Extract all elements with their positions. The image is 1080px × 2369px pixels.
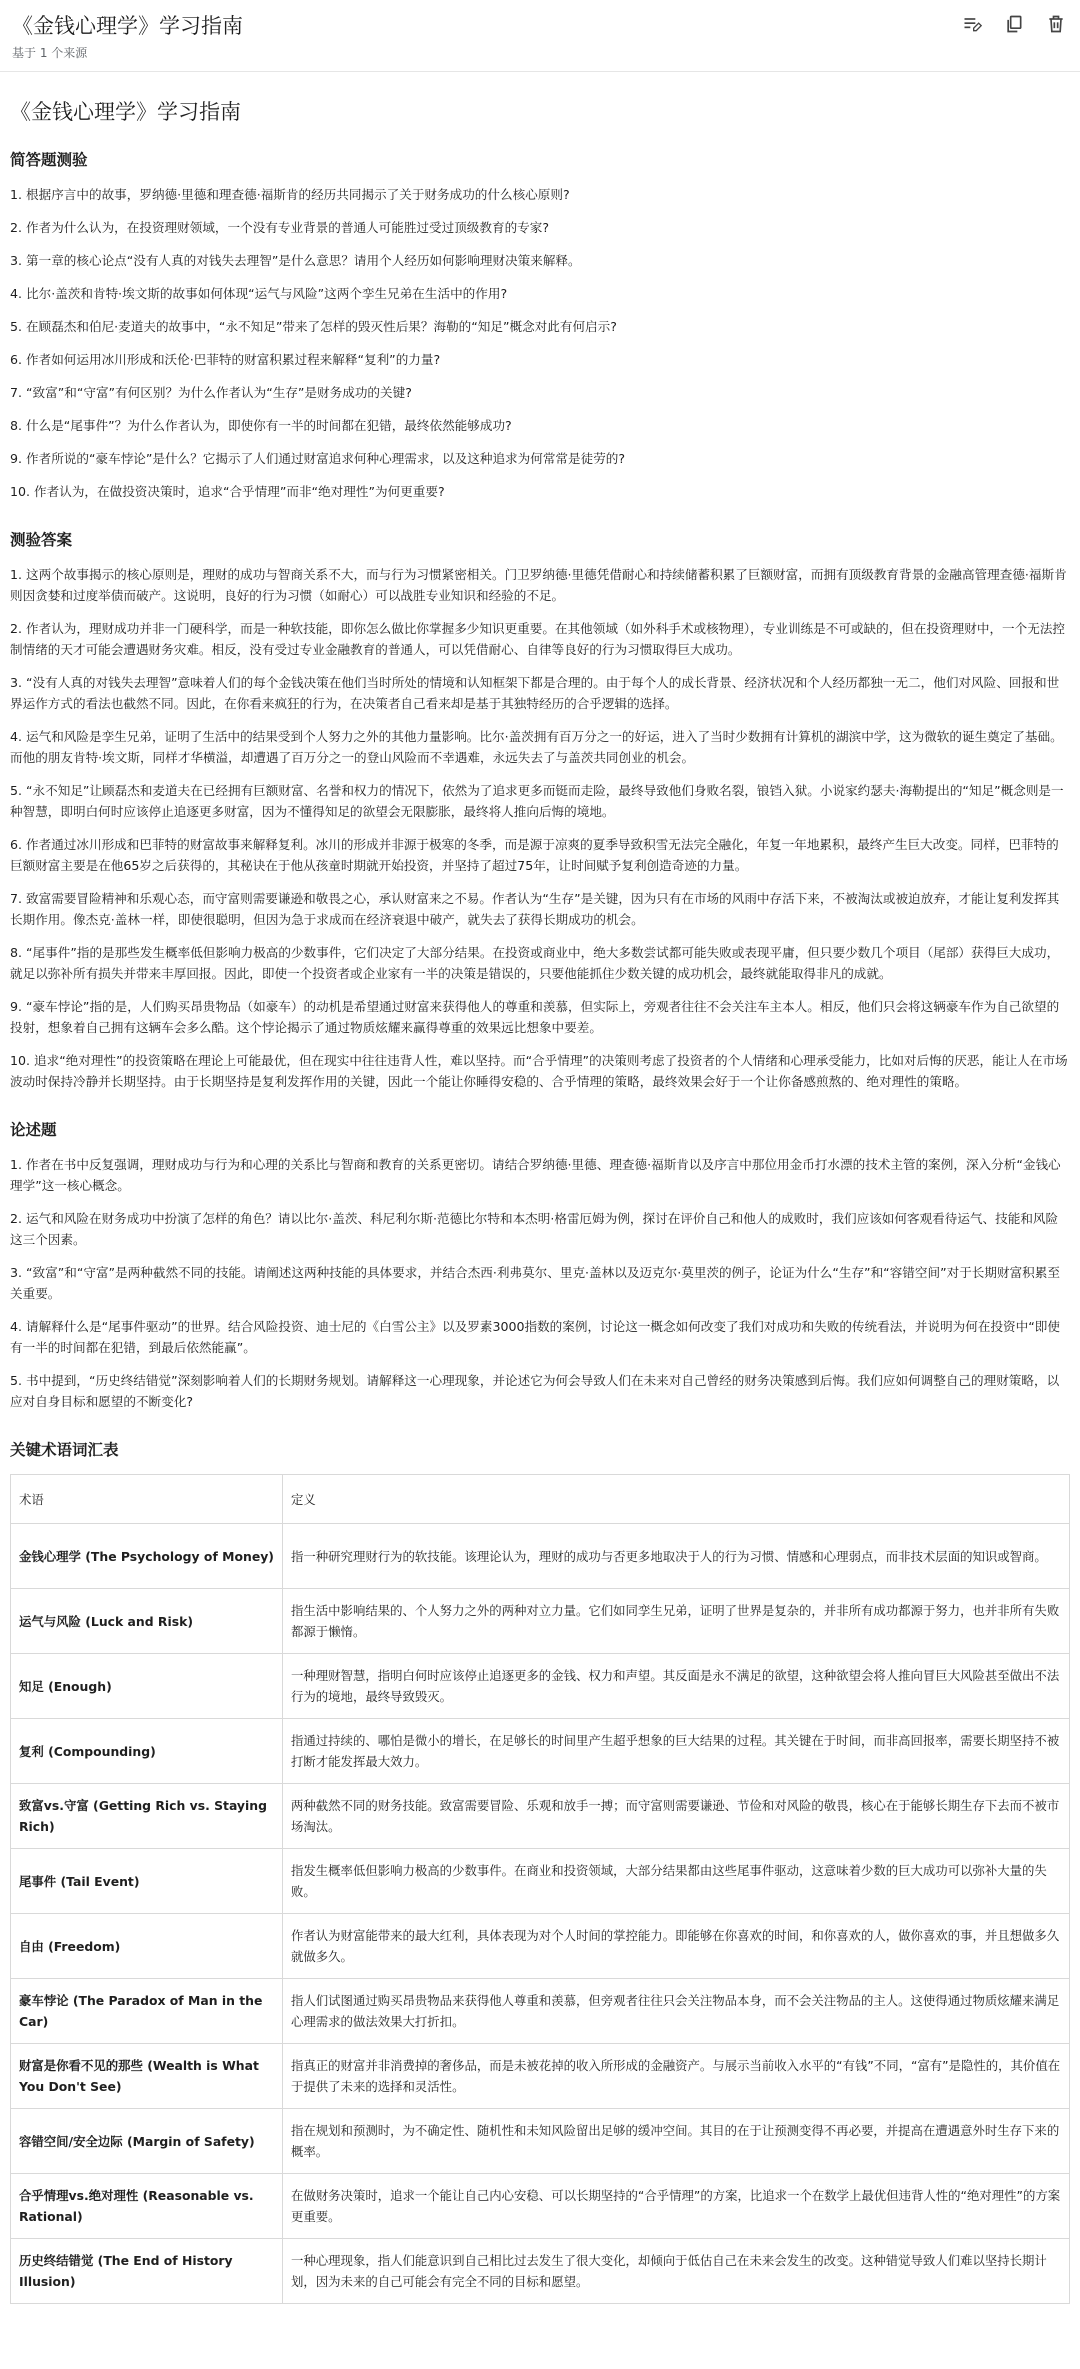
answer-item: 10. 追求“绝对理性”的投资策略在理论上可能最优，但在现实中往往违背人性，难以坚持。而“合乎情理”的决策则考虑了投资者的个人情绪和心理承受能力，比如对后悔的厌恶，能让人在市场波动时保持冷静并长期坚持。由于长期坚持是复利发挥作用的关键，因此一个能让你睡得安稳的、合乎情理的策略，最终效果会好于一个让你备感煎熬的、绝对理性的策略。 (10, 1053, 1068, 1089)
header-subtitle: 基于 1 个来源 (12, 46, 88, 60)
quiz-list (10, 184, 1070, 502)
quiz-heading: 简答题测验 (10, 151, 88, 169)
definition-cell: 指人们试图通过购买昂贵物品来获得他人尊重和羡慕，但旁观者往往只会关注物品本身，而不会关注物品的主人。这使得通过物质炫耀来满足心理需求的做法效果大打折扣。 (283, 1979, 1070, 2044)
answer-item: 2. 作者认为，理财成功并非一门硬科学，而是一种软技能，即你怎么做比你掌握多少知识更重要。在其他领域（如外科手术或核物理），专业训练是不可或缺的，但在投资理财中，一个无法控制情绪的天才可能会遭遇财务灾难。相反，没有受过专业金融教育的普通人，可以凭借耐心、自律等良好的行为习惯取得巨大成功。 (10, 621, 1066, 657)
table-row (11, 1849, 1070, 1914)
definition-cell: 在做财务决策时，追求一个能让自己内心安稳、可以长期坚持的“合乎情理”的方案，比追求一个在数学上最优但违背人性的“绝对理性”的方案更重要。 (283, 2174, 1070, 2239)
essays-list (10, 1154, 1070, 1412)
delete-icon[interactable] (1044, 12, 1068, 36)
table-row (11, 1784, 1070, 1849)
term-cell: 合乎情理vs.绝对理性 (Reasonable vs. Rational) (11, 2174, 283, 2239)
term-cell: 复利 (Compounding) (11, 1719, 283, 1784)
quiz-item: 2. 作者为什么认为，在投资理财领域，一个没有专业背景的普通人可能胜过受过顶级教育的专家? (10, 220, 550, 235)
header-title: 《金钱心理学》学习指南 (12, 14, 243, 38)
answers-list (10, 564, 1070, 1092)
term-cell: 金钱心理学 (The Psychology of Money) (11, 1524, 283, 1589)
column-header-definition: 定义 (283, 1475, 1070, 1524)
definition-cell: 一种理财智慧，指明白何时应该停止追逐更多的金钱、权力和声望。其反面是永不满足的欲望，这种欲望会将人推向冒巨大风险甚至做出不法行为的境地，最终导致毁灭。 (283, 1654, 1070, 1719)
term-cell: 豪车悖论 (The Paradox of Man in the Car) (11, 1979, 283, 2044)
answer-item: 1. 这两个故事揭示的核心原则是，理财的成功与智商关系不大，而与行为习惯紧密相关。门卫罗纳德·里德凭借耐心和持续储蓄积累了巨额财富，而拥有顶级教育背景的金融高管理查德·福斯肯则因贪婪和过度举债而破产。这说明，良好的行为习惯（如耐心）可以战胜专业知识和经验的不足。 (10, 567, 1067, 603)
definition-cell: 指一种研究理财行为的软技能。该理论认为，理财的成功与否更多地取决于人的行为习惯、情感和心理弱点，而非技术层面的知识或智商。 (283, 1524, 1070, 1589)
term-cell: 致富vs.守富 (Getting Rich vs. Staying Rich) (11, 1784, 283, 1849)
table-row (11, 1524, 1070, 1589)
term-cell: 尾事件 (Tail Event) (11, 1849, 283, 1914)
definition-cell: 指真正的财富并非消费掉的奢侈品，而是未被花掉的收入所形成的金融资产。与展示当前收入水平的“有钱”不同，“富有”是隐性的，其价值在于提供了未来的选择和灵活性。 (283, 2044, 1070, 2109)
header-actions (960, 12, 1068, 36)
table-row (11, 2044, 1070, 2109)
essay-item: 4. 请解释什么是“尾事件驱动”的世界。结合风险投资、迪士尼的《白雪公主》以及罗素3000指数的案例，讨论这一概念如何改变了我们对成功和失败的传统看法，并说明为何在投资中“即使有一半的时间都在犯错，到最后依然能赢”。 (10, 1319, 1060, 1355)
answer-item: 5. “永不知足”让顾磊杰和麦道夫在已经拥有巨额财富、名誉和权力的情况下，依然为了追求更多而铤而走险，最终导致他们身败名裂，锒铛入狱。小说家约瑟夫·海勒提出的“知足”概念则是一种智慧，即明白何时应该停止追逐更多财富，因为不懂得知足的欲望会无限膨胀，最终将人推向后悔的境地。 (10, 783, 1064, 819)
quiz-item: 5. 在顾磊杰和伯尼·麦道夫的故事中，“永不知足”带来了怎样的毁灭性后果？海勒的“知足”概念对此有何启示? (10, 319, 617, 334)
definition-cell: 两种截然不同的财务技能。致富需要冒险、乐观和放手一搏；而守富则需要谦逊、节俭和对风险的敬畏，核心在于能够长期生存下去而不被市场淘汰。 (283, 1784, 1070, 1849)
quiz-item: 1. 根据序言中的故事，罗纳德·里德和理查德·福斯肯的经历共同揭示了关于财务成功的什么核心原则? (10, 187, 570, 202)
column-header-term: 术语 (11, 1475, 283, 1524)
table-row (11, 2239, 1070, 2304)
definition-cell: 作者认为财富能带来的最大红利，具体表现为对个人时间的掌控能力。即能够在你喜欢的时间，和你喜欢的人，做你喜欢的事，并且想做多久就做多久。 (283, 1914, 1070, 1979)
definition-cell: 指生活中影响结果的、个人努力之外的两种对立力量。它们如同孪生兄弟，证明了世界是复杂的，并非所有成功都源于努力，也并非所有失败都源于懒惰。 (283, 1589, 1070, 1654)
term-cell: 运气与风险 (Luck and Risk) (11, 1589, 283, 1654)
definition-cell: 指在规划和预测时，为不确定性、随机性和未知风险留出足够的缓冲空间。其目的在于让预测变得不再必要，并提高在遭遇意外时生存下来的概率。 (283, 2109, 1070, 2174)
table-row (11, 1719, 1070, 1784)
essay-item: 3. “致富”和“守富”是两种截然不同的技能。请阐述这两种技能的具体要求，并结合杰西·利弗莫尔、里克·盖林以及迈克尔·莫里茨的例子，论证为什么“生存”和“容错空间”对于长期财富积累至关重要。 (10, 1265, 1060, 1301)
answers-heading: 测验答案 (10, 531, 73, 549)
edit-note-icon[interactable] (960, 12, 984, 36)
document-title: 《金钱心理学》学习指南 (10, 100, 241, 124)
term-cell: 自由 (Freedom) (11, 1914, 283, 1979)
definition-cell: 指通过持续的、哪怕是微小的增长，在足够长的时间里产生超乎想象的巨大结果的过程。其关键在于时间，而非高回报率，需要长期坚持不被打断才能发挥最大效力。 (283, 1719, 1070, 1784)
answer-item: 4. 运气和风险是孪生兄弟，证明了生活中的结果受到个人努力之外的其他力量影响。比尔·盖茨拥有百万分之一的好运，进入了当时少数拥有计算机的湖滨中学，这为微软的诞生奠定了基础。而他的朋友肯特·埃文斯，同样才华横溢，却遭遇了百万分之一的登山风险而不幸遇难，永远失去了与盖茨共同创业的机会。 (10, 729, 1063, 765)
term-cell: 容错空间/安全边际 (Margin of Safety) (11, 2109, 283, 2174)
answer-item: 3. “没有人真的对钱失去理智”意味着人们的每个金钱决策在他们当时所处的情境和认知框架下都是合理的。由于每个人的成长背景、经济状况和个人经历都独一无二，他们对风险、回报和世界运作方式的看法也截然不同。因此，在你看来疯狂的行为，在决策者自己看来却是基于其独特经历的合乎逻辑的选择。 (10, 675, 1060, 711)
essay-item: 2. 运气和风险在财务成功中扮演了怎样的角色？请以比尔·盖茨、科尼利尔斯·范德比尔特和本杰明·格雷厄姆为例，探讨在评价自己和他人的成败时，我们应该如何客观看待运气、技能和风险这三个因素。 (10, 1211, 1059, 1247)
glossary-heading: 关键术语词汇表 (10, 1441, 119, 1459)
table-row (11, 1979, 1070, 2044)
quiz-item: 10. 作者认为，在做投资决策时，追求“合乎情理”而非“绝对理性”为何更重要? (10, 484, 445, 499)
term-cell: 知足 (Enough) (11, 1654, 283, 1719)
answer-item: 7. 致富需要冒险精神和乐观心态，而守富则需要谦逊和敬畏之心，承认财富来之不易。作者认为“生存”是关键，因为只有在市场的风雨中存活下来，不被淘汰或被迫放弃，才能让复利发挥其长期作用。像杰克·盖林一样，即使很聪明，但因为急于求成而在经济衰退中破产，就失去了获得长期成功的机会。 (10, 891, 1060, 927)
quiz-item: 3. 第一章的核心论点“没有人真的对钱失去理智”是什么意思？请用个人经历如何影响理财决策来解释。 (10, 253, 581, 268)
table-row (11, 2174, 1070, 2239)
glossary-table (10, 1474, 1070, 2304)
document-body (0, 96, 1080, 2304)
table-row (11, 1654, 1070, 1719)
definition-cell: 指发生概率低但影响力极高的少数事件。在商业和投资领域，大部分结果都由这些尾事件驱动，这意味着少数的巨大成功可以弥补大量的失败。 (283, 1849, 1070, 1914)
essay-item: 5. 书中提到，“历史终结错觉”深刻影响着人们的长期财务规划。请解释这一心理现象，并论述它为何会导致人们在未来对自己曾经的财务决策感到后悔。我们应如何调整自己的理财策略，以应对自身目标和愿望的不断变化? (10, 1373, 1060, 1409)
quiz-item: 4. 比尔·盖茨和肯特·埃文斯的故事如何体现“运气与风险”这两个孪生兄弟在生活中的作用? (10, 286, 508, 301)
quiz-item: 7. “致富”和“守富”有何区别？为什么作者认为“生存”是财务成功的关键? (10, 385, 412, 400)
quiz-item: 8. 什么是“尾事件”？为什么作者认为，即使你有一半的时间都在犯错，最终依然能够成功? (10, 418, 512, 433)
glossary-header-row (11, 1475, 1070, 1524)
table-row (11, 2109, 1070, 2174)
table-row (11, 1589, 1070, 1654)
quiz-item: 6. 作者如何运用冰川形成和沃伦·巴菲特的财富积累过程来解释“复利”的力量? (10, 352, 441, 367)
answer-item: 9. “豪车悖论”指的是，人们购买昂贵物品（如豪车）的动机是希望通过财富来获得他人的尊重和羡慕，但实际上，旁观者往往不会关注车主本人。相反，他们只会将这辆豪车作为自己欲望的投射，想象着自己拥有这辆车会多么酷。这个悖论揭示了通过物质炫耀来赢得尊重的效果远比想象中要差。 (10, 999, 1060, 1035)
definition-cell: 一种心理现象，指人们能意识到自己相比过去发生了很大变化，却倾向于低估自己在未来会发生的改变。这种错觉导致人们难以坚持长期计划，因为未来的自己可能会有完全不同的目标和愿望。 (283, 2239, 1070, 2304)
answer-item: 8. “尾事件”指的是那些发生概率低但影响力极高的少数事件，它们决定了大部分结果。在投资或商业中，绝大多数尝试都可能失败或表现平庸，但只要少数几个项目（尾部）获得巨大成功，就足以弥补所有损失并带来丰厚回报。因此，即使一个投资者或企业家有一半的决策是错误的，只要他能抓住少数关键的成功机会，最终就能取得非凡的成就。 (10, 945, 1060, 981)
term-cell: 历史终结错觉 (The End of History Illusion) (11, 2239, 283, 2304)
quiz-item: 9. 作者所说的“豪车悖论”是什么？它揭示了人们通过财富追求何种心理需求，以及这种追求为何常常是徒劳的? (10, 451, 626, 466)
term-cell: 财富是你看不见的那些 (Wealth is What You Don't See) (11, 2044, 283, 2109)
essays-heading: 论述题 (10, 1121, 57, 1139)
answer-item: 6. 作者通过冰川形成和巴菲特的财富故事来解释复利。冰川的形成并非源于极寒的冬季，而是源于凉爽的夏季导致积雪无法完全融化，年复一年地累积，最终产生巨大改变。同样，巴菲特的巨额财富主要是在他65岁之后获得的，其秘诀在于他从孩童时期就开始投资，并坚持了超过75年，让时间赋予复利创造奇迹的力量。 (10, 837, 1059, 873)
top-bar (0, 0, 1080, 72)
table-row (11, 1914, 1070, 1979)
copy-icon[interactable] (1002, 12, 1026, 36)
essay-item: 1. 作者在书中反复强调，理财成功与行为和心理的关系比与智商和教育的关系更密切。请结合罗纳德·里德、理查德·福斯肯以及序言中那位用金币打水漂的技术主管的案例，深入分析“金钱心理学”这一核心概念。 (10, 1157, 1061, 1193)
